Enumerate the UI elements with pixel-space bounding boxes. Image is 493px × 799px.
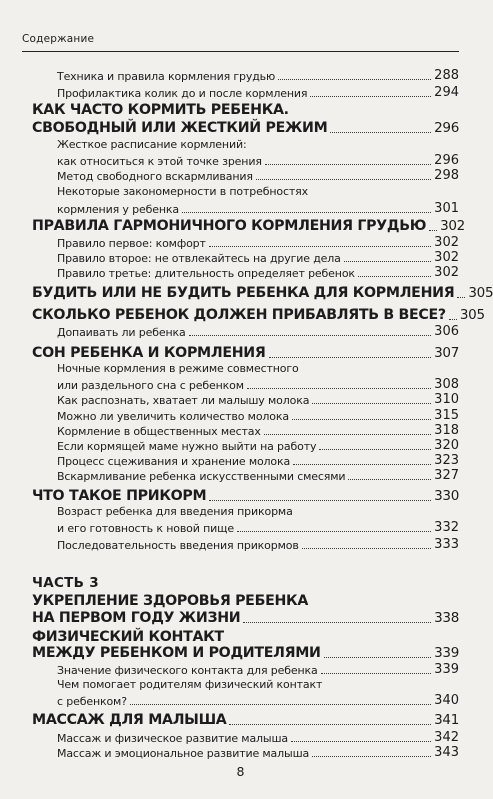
toc-subsection-entry [57, 85, 459, 100]
toc-subsection-entry [57, 201, 459, 216]
toc-page-number: 330 [434, 488, 459, 504]
toc-entry-title: как относиться к этой точке зрения [57, 155, 262, 168]
toc-subsection-entry [57, 662, 459, 677]
toc-section-entry [32, 610, 459, 626]
dot-leader [130, 704, 431, 705]
toc-subsection-entry [57, 68, 459, 83]
toc-entry-title-line: Возраст ребенка для введения прикорма [57, 505, 293, 518]
toc-section-entry [32, 488, 459, 504]
dot-leader [278, 79, 431, 80]
toc-page-number: 343 [434, 745, 459, 760]
toc-section-entry [32, 645, 459, 661]
toc-entry-title: Массаж и физическое развитие малыша [57, 732, 288, 745]
toc-subsection-entry [57, 265, 459, 280]
dot-leader [291, 741, 431, 742]
dot-leader [330, 132, 431, 133]
dot-leader [312, 756, 431, 757]
toc-entry-title-line: КАК ЧАСТО КОРМИТЬ РЕБЕНКА. [32, 102, 289, 118]
toc-page-number: 302 [434, 265, 459, 280]
toc-section-entry [32, 712, 459, 728]
dot-leader [319, 449, 431, 450]
toc-entry-title: Если кормящей маме нужно выйти на работу [57, 440, 317, 453]
dot-leader [321, 673, 432, 674]
dot-leader [247, 388, 431, 389]
toc-entry-title: с ребенком? [57, 695, 127, 708]
toc-page-number: 338 [434, 610, 459, 626]
toc-subsection-entry [57, 377, 459, 392]
toc-entry-title-line: Ночные кормления в режиме совместного [57, 362, 299, 375]
dot-leader [449, 319, 457, 320]
toc-entry-title: Допаивать ли ребенка [57, 326, 186, 339]
toc-page-number: 294 [434, 85, 459, 100]
toc-entry-title-line: ФИЗИЧЕСКИЙ КОНТАКТ [32, 629, 224, 645]
toc-subsection-entry [57, 745, 459, 760]
dot-leader [292, 419, 431, 420]
toc-page-number: 332 [434, 520, 459, 535]
toc-entry-title-line: Некоторые закономерности в потребностях [57, 185, 308, 198]
toc-subsection-entry [57, 423, 459, 438]
toc-entry-title: Массаж и эмоциональное развитие малыша [57, 747, 310, 760]
toc-page-number: 342 [434, 730, 459, 745]
toc-subsection-entry [57, 468, 459, 483]
toc-entry-title: СКОЛЬКО РЕБЕНОК ДОЛЖЕН ПРИБАВЛЯТЬ В ВЕСЕ? [32, 307, 446, 323]
toc-entry-title: БУДИТЬ ИЛИ НЕ БУДИТЬ РЕБЕНКА ДЛЯ КОРМЛЕНИЯ [32, 285, 455, 301]
toc-page-number: 308 [434, 377, 459, 392]
toc-page-number: 306 [434, 324, 459, 339]
toc-entry-title: и его готовность к новой пище [57, 522, 234, 535]
toc-subsection-entry [57, 408, 459, 423]
dot-leader [269, 357, 432, 358]
toc-entry-title: Правило второе: не отвлекайтесь на другие дела [57, 252, 341, 265]
toc-subsection-entry [57, 235, 459, 250]
toc-page-number: 315 [434, 408, 459, 423]
toc-subsection-entry [57, 730, 459, 745]
toc-subsection-entry [57, 250, 459, 265]
toc-entry-title: Можно ли увеличить количество молока [57, 410, 289, 423]
toc-entry-title: Вскармливание ребенка искусственными смесями [57, 470, 346, 483]
dot-leader [348, 479, 431, 480]
part-label: ЧАСТЬ 3 [32, 575, 99, 591]
toc-entry-title-line: Жесткое расписание кормлений: [57, 138, 247, 151]
toc-page-number: 318 [434, 423, 459, 438]
dot-leader [229, 724, 431, 725]
toc-entry-title: Как распознать, хватает ли малышу молока [57, 394, 310, 407]
dot-leader [182, 212, 431, 213]
toc-entry-title: кормления у ребенка [57, 203, 179, 216]
toc-entry-title: Последовательность введения прикормов [57, 539, 299, 552]
toc-page-number: 323 [434, 453, 459, 468]
toc-subsection-entry [57, 520, 459, 535]
toc-page-number: 296 [434, 153, 459, 168]
dot-leader [209, 500, 431, 501]
toc-page-number: 339 [434, 662, 459, 677]
toc-entry-title: Профилактика колик до и после кормления [57, 87, 308, 100]
running-head: Содержание [22, 33, 95, 45]
toc-page-number: 302 [434, 250, 459, 265]
toc-subsection-entry [57, 153, 459, 168]
toc-page-number: 340 [434, 693, 459, 708]
toc-entry-title: ЧТО ТАКОЕ ПРИКОРМ [32, 488, 207, 504]
toc-entry-title: Правило третье: длительность определяет ребенок [57, 267, 355, 280]
toc-section-entry [32, 120, 459, 136]
toc-section-entry [32, 218, 465, 234]
dot-leader [429, 230, 437, 231]
dot-leader [189, 335, 432, 336]
toc-section-entry [32, 307, 485, 323]
dot-leader [324, 657, 431, 658]
toc-entry-title: или раздельного сна с ребенком [57, 379, 244, 392]
toc-subsection-entry [57, 453, 459, 468]
toc-entry-title: МАССАЖ ДЛЯ МАЛЫША [32, 712, 227, 728]
dot-leader [358, 276, 431, 277]
dot-leader [457, 297, 465, 298]
toc-entry-title: Значение физического контакта для ребенка [57, 664, 318, 677]
toc-section-entry [32, 285, 493, 301]
dot-leader [302, 548, 432, 549]
toc-subsection-entry [57, 168, 459, 183]
toc-page-number: 339 [434, 645, 459, 661]
toc-page-number: 298 [434, 168, 459, 183]
dot-leader [344, 261, 431, 262]
toc-page-number: 320 [434, 438, 459, 453]
toc-subsection-entry [57, 438, 459, 453]
toc-section-entry [32, 345, 459, 361]
toc-page-number: 327 [434, 468, 459, 483]
toc-page-number: 296 [434, 120, 459, 136]
toc-entry-title: Техника и правила кормления грудью [57, 70, 276, 83]
toc-subsection-entry [57, 537, 459, 552]
toc-page-number: 301 [434, 201, 459, 216]
toc-entry-title: СОН РЕБЕНКА И КОРМЛЕНИЯ [32, 345, 266, 361]
dot-leader [209, 246, 431, 247]
toc-entry-title: Правило первое: комфорт [57, 237, 206, 250]
toc-entry-title-line: УКРЕПЛЕНИЕ ЗДОРОВЬЯ РЕБЕНКА [32, 593, 309, 609]
dot-leader [310, 96, 431, 97]
toc-subsection-entry [57, 693, 459, 708]
dot-leader [243, 622, 431, 623]
toc-page-number: 333 [434, 537, 459, 552]
toc-page-number: 310 [434, 392, 459, 407]
toc-page-number: 341 [434, 712, 459, 728]
page-number: 8 [236, 764, 245, 779]
toc-page-number: 302 [434, 235, 459, 250]
toc-entry-title-line: Чем помогает родителям физический контакт [57, 678, 323, 691]
toc-entry-title: Кормление в общественных местах [57, 425, 261, 438]
toc-entry-title: ПРАВИЛА ГАРМОНИЧНОГО КОРМЛЕНИЯ ГРУДЬЮ [32, 218, 427, 234]
dot-leader [293, 464, 431, 465]
dot-leader [264, 434, 431, 435]
toc-page-number: 288 [434, 68, 459, 83]
dot-leader [237, 531, 431, 532]
toc-page-number: 305 [459, 307, 485, 323]
toc-entry-title: МЕЖДУ РЕБЕНКОМ И РОДИТЕЛЯМИ [32, 645, 321, 661]
dot-leader [256, 179, 431, 180]
toc-page-number: 307 [434, 345, 459, 361]
header-rule [22, 51, 459, 52]
toc-entry-title: СВОБОДНЫЙ ИЛИ ЖЕСТКИЙ РЕЖИМ [32, 120, 328, 136]
toc-entry-title: Процесс сцеживания и хранение молока [57, 455, 291, 468]
toc-page-number: 302 [440, 218, 465, 234]
toc-page-number: 305 [468, 285, 493, 301]
toc-entry-title: Метод свободного вскармливания [57, 170, 253, 183]
toc-subsection-entry [57, 324, 459, 339]
toc-subsection-entry [57, 392, 459, 407]
dot-leader [265, 164, 431, 165]
dot-leader [312, 403, 431, 404]
toc-entry-title: НА ПЕРВОМ ГОДУ ЖИЗНИ [32, 610, 241, 626]
